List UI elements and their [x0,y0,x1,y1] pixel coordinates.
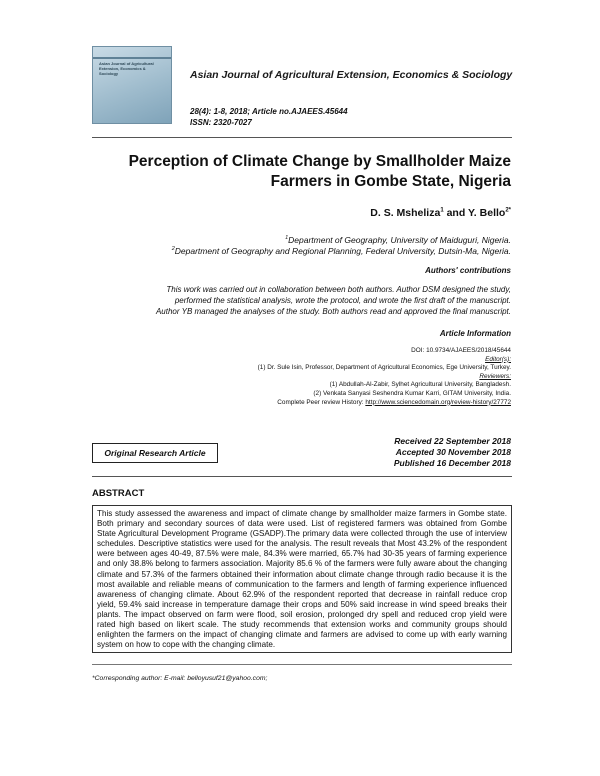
citation-line: 28(4): 1-8, 2018; Article no.AJAEES.45644 [190,107,348,116]
cover-title: Asian Journal of Agricultural Extension, Economics & Sociology [99,61,154,76]
accepted-date: Accepted 30 November 2018 [395,447,511,457]
title-line-1: Perception of Climate Change by Smallholder Maize [128,153,511,170]
reviewers-label: Reviewers: [479,372,511,380]
aff1-text: Department of Geography, University of Maiduguri, Nigeria. [288,234,511,245]
aff2-text: Department of Geography and Regional Planning, Federal University, Dutsin-Ma, Nigeria. [174,245,511,256]
author-joiner: and [443,207,468,219]
abstract-heading: ABSTRACT [92,488,145,499]
journal-citation [190,106,348,128]
editor-1: (1) Dr. Sule Isin, Professor, Department of Agricultural Economics, Ege University, Turkey. [257,364,511,372]
reviewer-1: (1) Abdullah-Al-Zabir, Sylhet Agricultural University, Bangladesh. [329,381,511,389]
cover-band [93,57,171,59]
aff2-sup: 2 [171,246,175,252]
editors-label: Editor(s): [485,355,511,363]
contrib-line-2: performed the statistical analysis, wrote the protocol, and wrote the first draft of the manuscript. [174,296,511,305]
corresponding-author: *Corresponding author: E-mail: belloyusuf21@yahoo.com; [92,675,268,682]
header-divider [92,137,512,138]
abstract-divider [92,476,512,477]
footnote-divider [92,664,512,665]
published-date: Published 16 December 2018 [393,458,511,468]
doi: DOI: 10.9734/AJAEES/2018/45644 [411,347,511,354]
title-line-2: Farmers in Gombe State, Nigeria [270,173,511,190]
abstract-text: This study assessed the awareness and impact of climate change by smallholder maize farmers in Gombe state. Both primary and secondary sources of data were used. List of registered farmers was obtained from Gombe State Agricultural Development Programe (GSADP).The primary data were collected through the use of interview schedules. Descriptive statistics were used for the analysis. The result reveals that Most 43.2% of the respondent were between ages 40-49, 87.5% were male, 84.3% were married, 65.7% had 30-35 years of farming experience and only 38.8% belong to farmers association. Majority 85.6 % of the farmers were fully aware about the changing climate and 57.3% of the farmers obtained their information about climate change through radio because it is the most available and reliable means of communication to the farmers and length of farming experience influenced awareness of changing climate. About 62.9% of the respondent reported that decrease in rainfall reduce crop yield, 59.4% said increase in temperature damage their crops and 50% said increase in wind speed breaks their plants. The impact observed on farm were flood, soil erosion, prolonged dry spell and reduced crop yield were rated high based on likert scale. The study recommends that extension works and community groups should enlighten the farmers on the impact of changing climate and farmers are advised to come up with early warning system on how to cope with the changing climate. [92,505,512,653]
review-history [258,399,511,408]
contrib-line-1: This work was carried out in collaboration between both authors. Author DSM designed the study, [166,285,511,294]
author-1-sup: 1 [440,207,444,214]
contributions-heading: Authors' contributions [425,266,511,275]
reviewer-2: (2) Venkata Sanyasi Seshendra Kumar Karri, GITAM University, India. [313,389,511,397]
journal-name: Asian Journal of Agricultural Extension, Economics & Sociology [190,69,513,81]
author-list [370,207,511,219]
issn-line: ISSN: 2320-7027 [190,118,252,127]
review-history-prefix: Complete Peer review History: [277,398,366,406]
paper-title [91,152,511,192]
aff1-sup: 1 [285,235,289,241]
contrib-line-3: Author YB managed the analyses of the study. Both authors read and approved the final manuscript. [155,307,511,316]
contributions-text [101,284,511,317]
review-history-link[interactable]: http://www.sciencedomain.org/review-history/27772 [365,398,511,406]
article-info-heading: Article Information [439,329,511,338]
article-dates [394,436,511,469]
article-info-block [258,347,511,407]
author-2: Y. Bello [467,207,506,219]
journal-cover-thumbnail [92,46,172,124]
article-type-box: Original Research Article [92,443,218,463]
affiliation-2 [172,244,511,257]
received-date: Received 22 September 2018 [394,436,511,446]
author-2-sup: 2* [505,207,511,214]
author-1: D. S. Msheliza [370,207,441,219]
